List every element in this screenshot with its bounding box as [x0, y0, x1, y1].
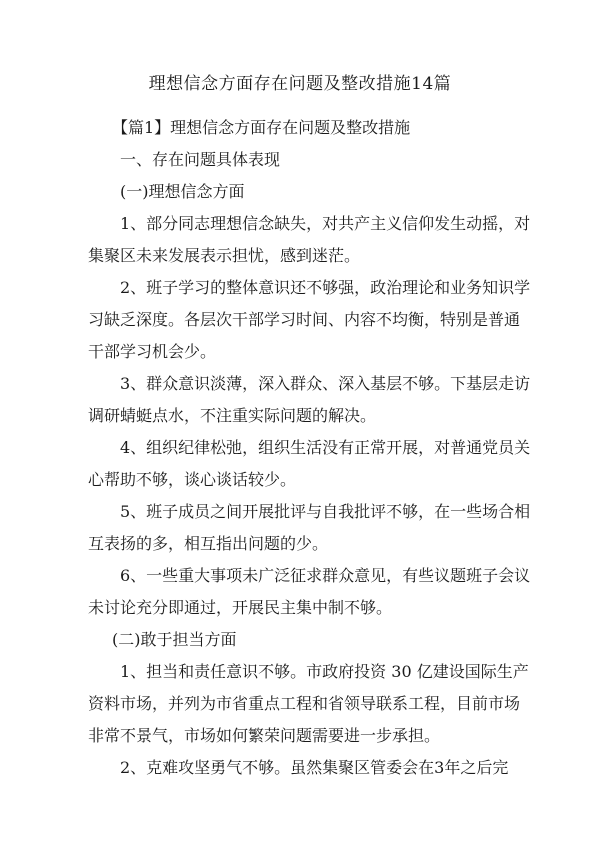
paragraph-line: 未讨论充分即通过，开展民主集中制不够。 [88, 598, 393, 617]
paragraph-line: 1、担当和责任意识不够。市政府投资 30 亿建设国际生产 [120, 662, 529, 681]
paragraph-line: 3、群众意识淡薄，深入群众、深入基层不够。下基层走访 [120, 374, 531, 393]
paragraph-line: 4、组织纪律松弛，组织生活没有正常开展，对普通党员关 [120, 438, 531, 457]
paragraph-line: 资料市场，并列为市省重点工程和省领导联系工程，目前市场 [88, 694, 521, 713]
paragraph-line: 互表扬的多，相互指出问题的少。 [88, 534, 329, 553]
paragraph-line: 干部学习机会少。 [88, 342, 217, 361]
subsection-heading: (二)敢于担当方面 [112, 630, 237, 649]
subsection-heading: (一)理想信念方面 [120, 182, 245, 201]
paragraph-line: 5、班子成员之间开展批评与自我批评不够，在一些场合相 [120, 502, 531, 521]
paragraph-line: 2、班子学习的整体意识还不够强，政治理论和业务知识学 [120, 278, 531, 297]
document-body [88, 112, 531, 784]
paragraph-line: 调研蜻蜓点水，不注重实际问题的解决。 [88, 406, 377, 425]
paragraph-line: 心帮助不够，谈心谈话较少。 [88, 470, 297, 489]
paragraph-line: 2、克难攻坚勇气不够。虽然集聚区管委会在3年之后完 [120, 758, 509, 777]
paragraph-line: 1、部分同志理想信念缺失，对共产主义信仰发生动摇，对 [120, 214, 531, 233]
document-title: 理想信念方面存在问题及整改措施14篇 [148, 74, 452, 94]
paragraph-line: 6、一些重大事项未广泛征求群众意见，有些议题班子会议 [120, 566, 531, 585]
chapter-heading: 一、存在问题具体表现 [120, 150, 281, 169]
paragraph-line: 非常不景气，市场如何繁荣问题需要进一步承担。 [88, 726, 441, 745]
paragraph-line: 集聚区未来发展表示担忧，感到迷茫。 [88, 246, 361, 265]
paragraph-line: 习缺乏深度。各层次干部学习时间、内容不均衡，特别是普通 [88, 310, 521, 329]
section-heading: 【篇1】理想信念方面存在问题及整改措施 [112, 118, 411, 137]
